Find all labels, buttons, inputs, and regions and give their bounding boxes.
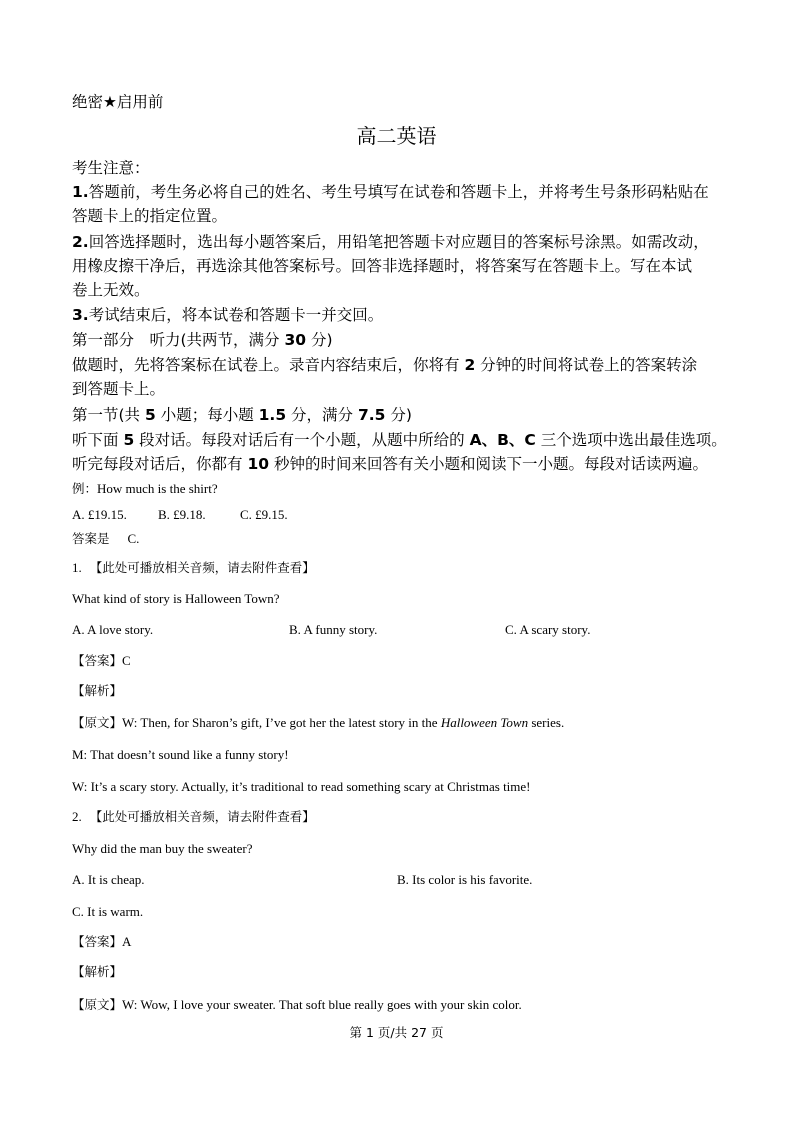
notice-item-2-num: 2.: [72, 233, 89, 251]
page-title: 高二英语: [356, 124, 437, 148]
example-question: 例：How much is the shirt?: [72, 481, 218, 496]
q2-answer: 【答案】A: [72, 934, 132, 949]
q1-transcript-line-1: 【原文】W: Then, for Sharon’s gift, I’ve got her the latest story in the Halloween Town series.: [72, 715, 565, 730]
q2-option-b: B. Its color is his favorite.: [397, 872, 533, 887]
example-option-b: B. £9.18.: [158, 507, 206, 522]
q1-transcript-line-3: W: It’s a scary story. Actually, it’s traditional to read something scary at Christmas time!: [72, 779, 531, 794]
q1-option-a: A. A love story.: [72, 622, 154, 637]
section1-instructions: 听下面 5 段对话。每段对话后有一个小题，从题中所给的 A、B、C 三个选项中选出最佳选项。: [72, 431, 727, 449]
q1-analysis: 【解析】: [72, 683, 123, 698]
q1-option-b: B. A funny story.: [289, 622, 378, 637]
q1-question: What kind of story is Halloween Town?: [72, 591, 280, 606]
q2-audio-note: 2. 【此处可播放相关音频，请去附件查看】: [72, 809, 315, 824]
section1-instructions-cont: 听完每段对话后，你都有 10 秒钟的时间来回答有关小题和阅读下一小题。每段对话读两遍。: [72, 455, 708, 473]
q2-option-a: A. It is cheap.: [72, 872, 145, 887]
notice-item-1-cont: 答题卡上的指定位置。: [72, 207, 228, 225]
notice-item-3: 3.考试结束后，将本试卷和答题卡一并交回。: [72, 306, 384, 324]
part1-instructions-cont: 到答题卡上。: [72, 380, 166, 398]
q2-transcript-line-1: 【原文】W: Wow, I love your sweater. That soft blue really goes with your skin color.: [72, 997, 522, 1012]
example-option-c: C. £9.15.: [240, 507, 288, 522]
notice-item-1: 1.答题前，考生务必将自己的姓名、考生号填写在试卷和答题卡上，并将考生号条形码粘贴在: [72, 183, 709, 201]
part1-heading: 第一部分 听力(共两节，满分 30 分): [72, 331, 333, 349]
notice-item-1-num: 1.: [72, 183, 89, 201]
q1-audio-note: 1. 【此处可播放相关音频，请去附件查看】: [72, 560, 315, 575]
q2-option-c: C. It is warm.: [72, 904, 144, 919]
part1-instructions: 做题时，先将答案标在试卷上。录音内容结束后，你将有 2 分钟的时间将试卷上的答案转涂: [72, 356, 698, 374]
notice-item-2: 2.回答选择题时，选出每小题答案后，用铅笔把答题卡对应题目的答案标号涂黑。如需改动，: [72, 233, 709, 251]
section1-heading: 第一节(共 5 小题；每小题 1.5 分，满分 7.5 分): [72, 406, 412, 424]
q1-option-c: C. A scary story.: [505, 622, 591, 637]
notice-heading: 考生注意：: [72, 159, 150, 177]
example-option-a: A. £19.15.: [72, 507, 127, 522]
q1-answer: 【答案】C: [72, 653, 131, 668]
notice-item-2-cont: 用橡皮擦干净后，再选涂其他答案标号。回答非选择题时，将答案写在答题卡上。写在本试: [72, 257, 693, 275]
notice-item-2-cont2: 卷上无效。: [72, 281, 150, 299]
notice-item-3-num: 3.: [72, 306, 89, 324]
example-answer: 答案是 C.: [72, 531, 140, 546]
q2-analysis: 【解析】: [72, 964, 123, 979]
page-number: 第 1 页/共 27 页: [349, 1025, 444, 1040]
q2-question: Why did the man buy the sweater?: [72, 841, 253, 856]
q1-transcript-line-2: M: That doesn’t sound like a funny story!: [72, 747, 289, 762]
confidential-label: 绝密★启用前: [72, 93, 164, 111]
